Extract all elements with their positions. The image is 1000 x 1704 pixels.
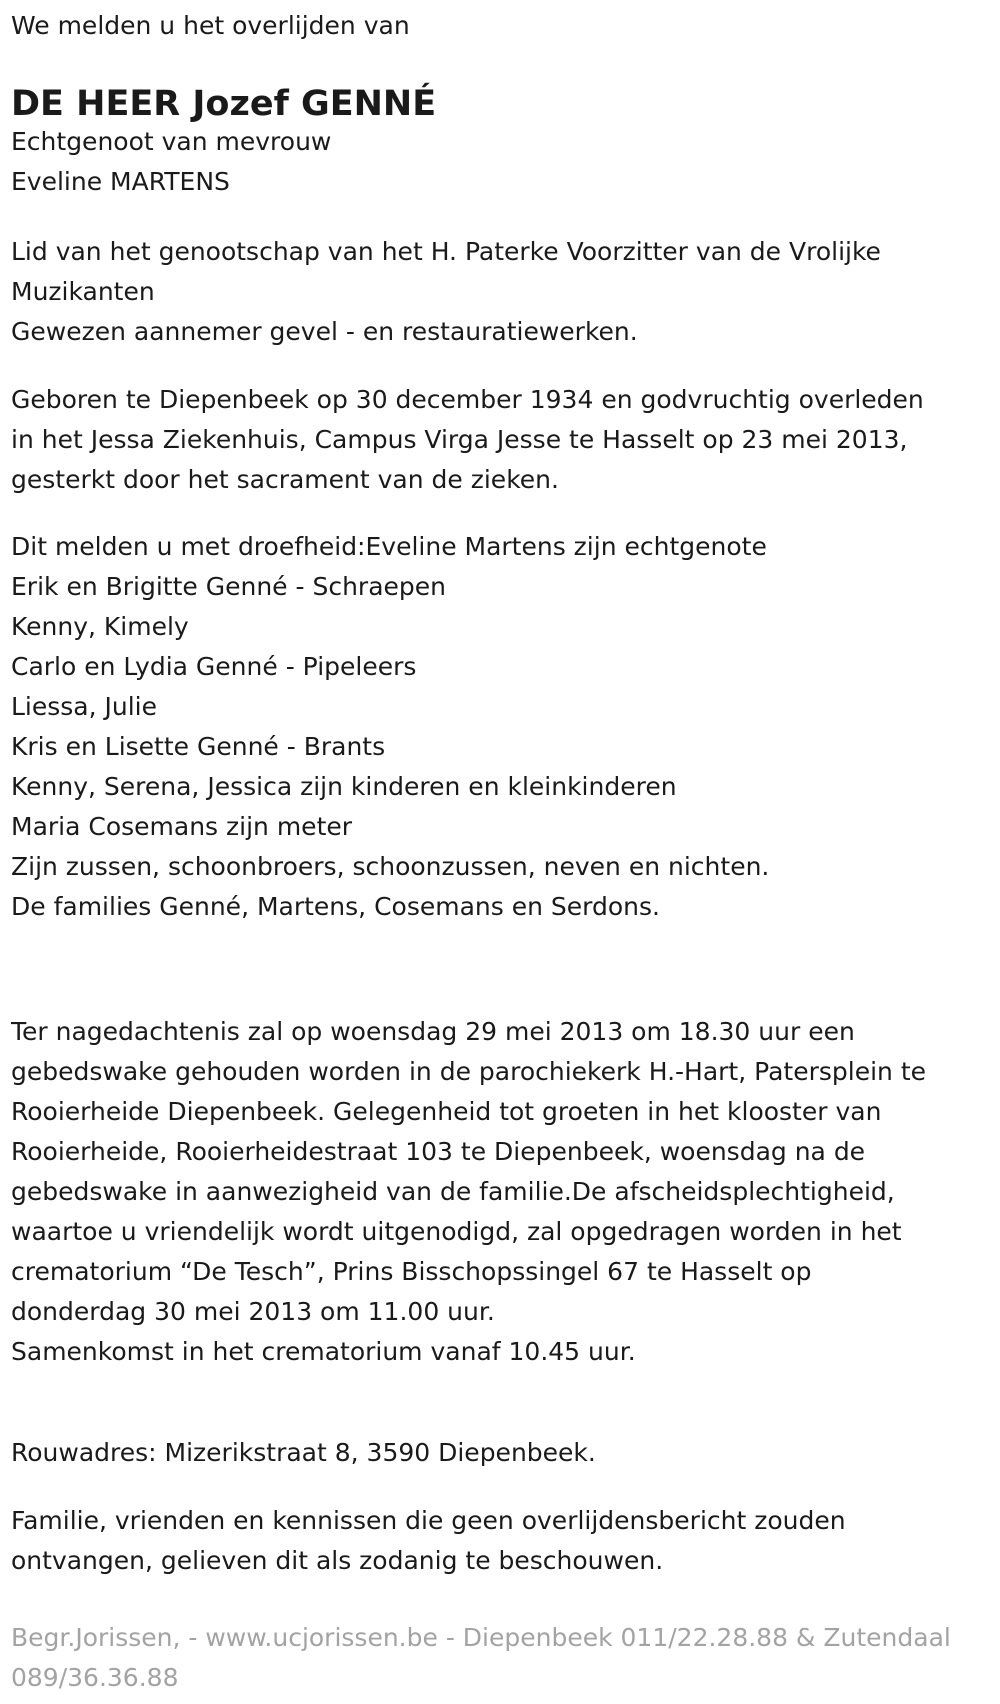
family-line: Kenny, Kimely: [11, 612, 189, 641]
family-line: Liessa, Julie: [11, 692, 158, 721]
family-line: Kenny, Serena, Jessica zijn kinderen en kleinkinderen: [11, 772, 677, 801]
intro-text: We melden u het overlijden van: [11, 11, 410, 40]
mourning-address: Rouwadres: Mizerikstraat 8, 3590 Diepenbeek.: [11, 1438, 596, 1467]
family-line: Zijn zussen, schoonbroers, schoonzussen, neven en nichten.: [11, 852, 770, 881]
deceased-name: DE HEER Jozef GENNÉ: [11, 84, 437, 124]
birth-death-line: in het Jessa Ziekenhuis, Campus Virga Jesse te Hasselt op 23 mei 2013,: [11, 425, 908, 454]
ceremony-line: waartoe u vriendelijk wordt uitgenodigd, zal opgedragen worden in het: [11, 1217, 902, 1246]
ceremony-line: gebedswake gehouden worden in de parochiekerk H.-Hart, Patersplein te: [11, 1057, 927, 1086]
spouse-line: Eveline MARTENS: [11, 167, 230, 196]
spouse-line: Echtgenoot van mevrouw: [11, 127, 332, 156]
ceremony-line: Ter nagedachtenis zal op woensdag 29 mei 2013 om 18.30 uur een: [11, 1017, 855, 1046]
ceremony-line: gebedswake in aanwezigheid van de familie.De afscheidsplechtigheid,: [11, 1177, 895, 1206]
funeral-home-footer: [11, 1618, 951, 1698]
family-line: Dit melden u met droefheid:Eveline Martens zijn echtgenote: [11, 532, 767, 561]
ceremony-line: Rooierheide Diepenbeek. Gelegenheid tot groeten in het klooster van: [11, 1097, 882, 1126]
birth-death-section: [11, 380, 924, 500]
family-line: Kris en Lisette Genné - Brants: [11, 732, 386, 761]
birth-death-line: Geboren te Diepenbeek op 30 december 1934 en godvruchtig overleden: [11, 385, 924, 414]
closing-line: ontvangen, gelieven dit als zodanig te beschouwen.: [11, 1546, 664, 1575]
closing-section: [11, 1501, 846, 1581]
ceremony-line: Samenkomst in het crematorium vanaf 10.45 uur.: [11, 1337, 636, 1366]
footer-line: Begr.Jorissen, - www.ucjorissen.be - Diepenbeek 011/22.28.88 & Zutendaal: [11, 1623, 951, 1652]
ceremony-section: [11, 1012, 926, 1372]
roles-line: Lid van het genootschap van het H. Paterke Voorzitter van de Vrolijke: [11, 237, 881, 266]
family-line: Maria Cosemans zijn meter: [11, 812, 353, 841]
roles-line: Muzikanten: [11, 277, 155, 306]
roles-line: Gewezen aannemer gevel - en restauratiewerken.: [11, 317, 638, 346]
address-section: [11, 1433, 596, 1473]
spouse-section: [11, 122, 331, 202]
family-line: Carlo en Lydia Genné - Pipeleers: [11, 652, 417, 681]
ceremony-line: donderdag 30 mei 2013 om 11.00 uur.: [11, 1297, 495, 1326]
footer-line: 089/36.36.88: [11, 1663, 179, 1692]
closing-line: Familie, vrienden en kennissen die geen overlijdensbericht zouden: [11, 1506, 846, 1535]
ceremony-line: Rooierheide, Rooierheidestraat 103 te Diepenbeek, woensdag na de: [11, 1137, 866, 1166]
family-section: [11, 527, 769, 927]
family-line: Erik en Brigitte Genné - Schraepen: [11, 572, 447, 601]
roles-section: [11, 232, 881, 352]
family-line: De families Genné, Martens, Cosemans en Serdons.: [11, 892, 660, 921]
birth-death-line: gesterkt door het sacrament van de zieken.: [11, 465, 559, 494]
ceremony-line: crematorium “De Tesch”, Prins Bisschopssingel 67 te Hasselt op: [11, 1257, 812, 1286]
